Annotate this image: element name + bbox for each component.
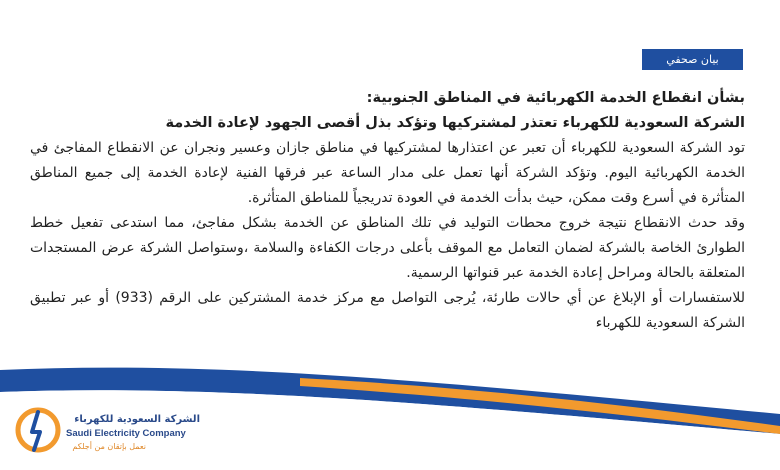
paragraph-3: للاستفسارات أو الإبلاغ عن أي حالات طارئة، يُرجى التواصل مع مركز خدمة المشتركين على الرقم (933) أو عبر تطبيق الشركة السعودية للكهرباء (30, 290, 746, 331)
logo-tagline: نعمل بإتقان من أجلكم (72, 442, 146, 451)
press-release-badge: بيان صحفي (642, 49, 743, 70)
paragraph-2: وقد حدث الانقطاع نتيجة خروج محطات التوليد في تلك المناطق عن الخدمة بشكل مفاجئ، مما استدعى تفعيل خطط الطوارئ الخاصة بالشركة لضمان التعامل مع الموقف بأعلى درجات الكفاءة والسلامة ،وستواصل الشركة عرض المستجدات المتعلقة بالحالة ومراحل إعادة الخدمة عبر قنواتها الرسمية. (30, 215, 745, 281)
company-logo (14, 404, 214, 460)
subheadline: الشركة السعودية للكهرباء تعتذر لمشتركيها وتؤكد بذل أقصى الجهود لإعادة الخدمة (165, 115, 745, 131)
logo-name-arabic: الشركة السعودية للكهرباء (74, 414, 200, 425)
paragraph-1: تود الشركة السعودية للكهرباء أن تعبر عن اعتذارها لمشتركيها في مناطق جازان وعسير ونجران عن الانقطاع المفاجئ في الخدمة الكهربائية اليوم. وتؤكد الشركة أنها تعمل على مدار الساعة عبر فرقها الفنية لإعادة الخدمة إلى جميع المناطق المتأثرة في أسرع وقت ممكن، حيث بدأت الخدمة في العودة تدريجياً للمناطق المتأثرة. (30, 140, 745, 206)
press-release-body (30, 86, 745, 336)
headline: بشأن انقطاع الخدمة الكهربائية في المناطق الجنوبية: (366, 90, 745, 106)
sec-logo-icon (14, 404, 62, 460)
logo-name-english: Saudi Electricity Company (66, 428, 186, 439)
